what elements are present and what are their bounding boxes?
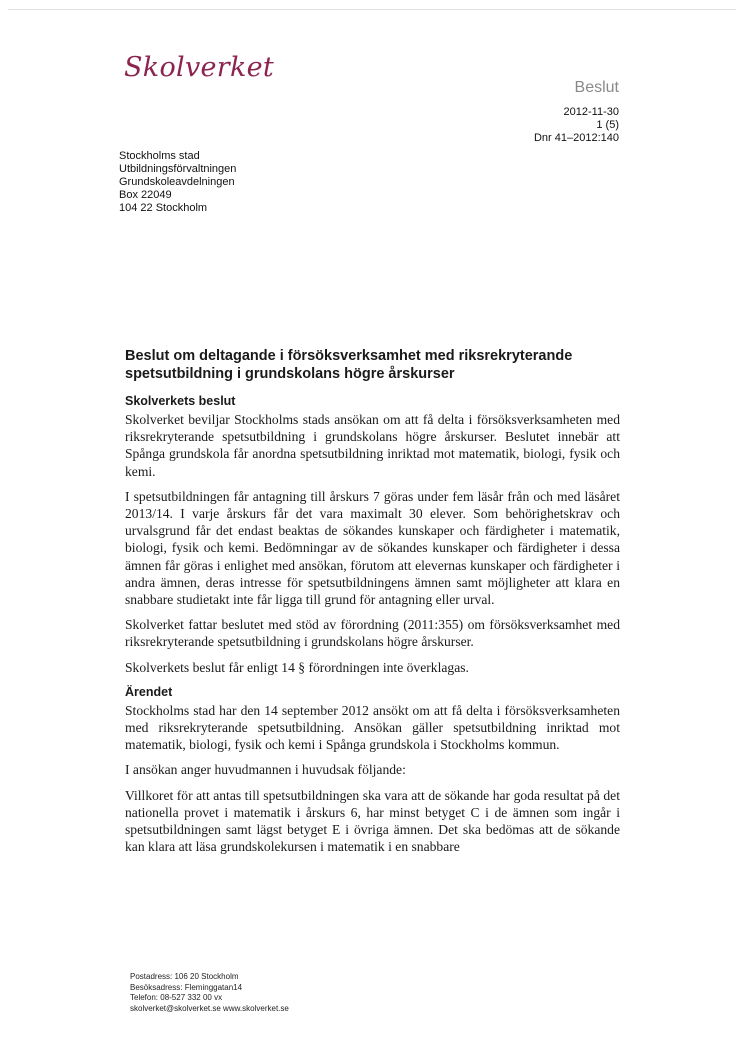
paragraph: Skolverket beviljar Stockholms stads ansökan om att få delta i försöksverksamheten med riksrekryterande spetsutbildning i grundskolans högre årskurser. Beslutet innebär att Spånga grundskola får anordna spetsutbildning inriktad mot matematik, biologi, fysik och kemi. [125,412,620,479]
document-meta [534,106,619,145]
document-type: Beslut [574,79,619,96]
footer-visiting-address: Besöksadress: Fleminggatan14 [130,982,243,992]
paragraph: Skolverkets beslut får enligt 14 § förordningen inte överklagas. [125,659,469,675]
document-date: 2012-11-30 [563,106,619,118]
paragraph: I ansökan anger huvudmannen i huvudsak följande: [125,762,406,778]
document-title: Beslut om deltagande i försöksverksamhet med riksrekryterande spetsutbildning i grundskolans högre årskurser [125,348,573,382]
section-heading-arendet: Ärendet [125,684,173,699]
paragraph: I spetsutbildningen får antagning till årskurs 7 göras under fem läsår från och med läsåret 2013/14. I varje årskurs får det vara maximalt 30 elever. Som behörighetskrav och urvalsgrund får det endast beaktas de sökandes kunskaper och färdigheter i matematik, biologi, fysik och kemi. Bedömningar av de sökandes kunskaper och färdigheter i dessa ämnen får göras i enlighet med ansökan, förutom att elevernas kunskaper och färdigheter i andra ämnen, deras intresse för spetsutbildningens ämnen samt möjligheter att klara en snabbare studietakt inte får ligga till grund för antagning eller urval. [125,488,620,608]
address-line: Box 22049 [119,189,172,201]
page-number: 1 (5) [596,119,619,131]
section-heading-beslut: Skolverkets beslut [125,394,236,408]
paragraph: Stockholms stad har den 14 september 2012 ansökt om att få delta i försöksverksamheten med riksrekryterande spetsutbildning. Ansökan gäller spetsutbildning inriktad mot matematik, biologi, fysik och kemi i Spånga grundskola i Stockholms kommun. [125,702,620,753]
top-rule [8,9,736,10]
address-line: Utbildningsförvaltningen [119,163,237,175]
address-line: Grundskoleavdelningen [119,176,235,188]
address-line: 104 22 Stockholm [119,202,208,214]
paragraph: Skolverket fattar beslutet med stöd av förordning (2011:355) om försöksverksamhet med riksrekryterande spetsutbildning i grundskolans högre årskurser. [125,617,620,650]
document-body [125,347,620,863]
footer-phone: Telefon: 08-527 332 00 vx [130,993,223,1002]
diary-number: Dnr 41–2012:140 [533,132,619,144]
recipient-address [119,150,236,215]
footer-email-web: skolverket@skolverket.se www.skolverket.se [130,1003,289,1013]
skolverket-logo: Skolverket [124,52,275,83]
footer-contact [130,972,289,1014]
paragraph: Villkoret för att antas till spetsutbildningen ska vara att de sökande har goda resultat på det nationella provet i matematik i årskurs 6, har minst betyget C i de ämnen som ingår i spetsutbildningen samt lägst betyget E i övriga ämnen. Det ska bedömas att de sökande kan klara att läsa grundskolekursen i matematik i en snabbare [125,787,620,855]
footer-postal-address: Postadress: 106 20 Stockholm [130,972,239,981]
address-line: Stockholms stad [119,150,200,162]
